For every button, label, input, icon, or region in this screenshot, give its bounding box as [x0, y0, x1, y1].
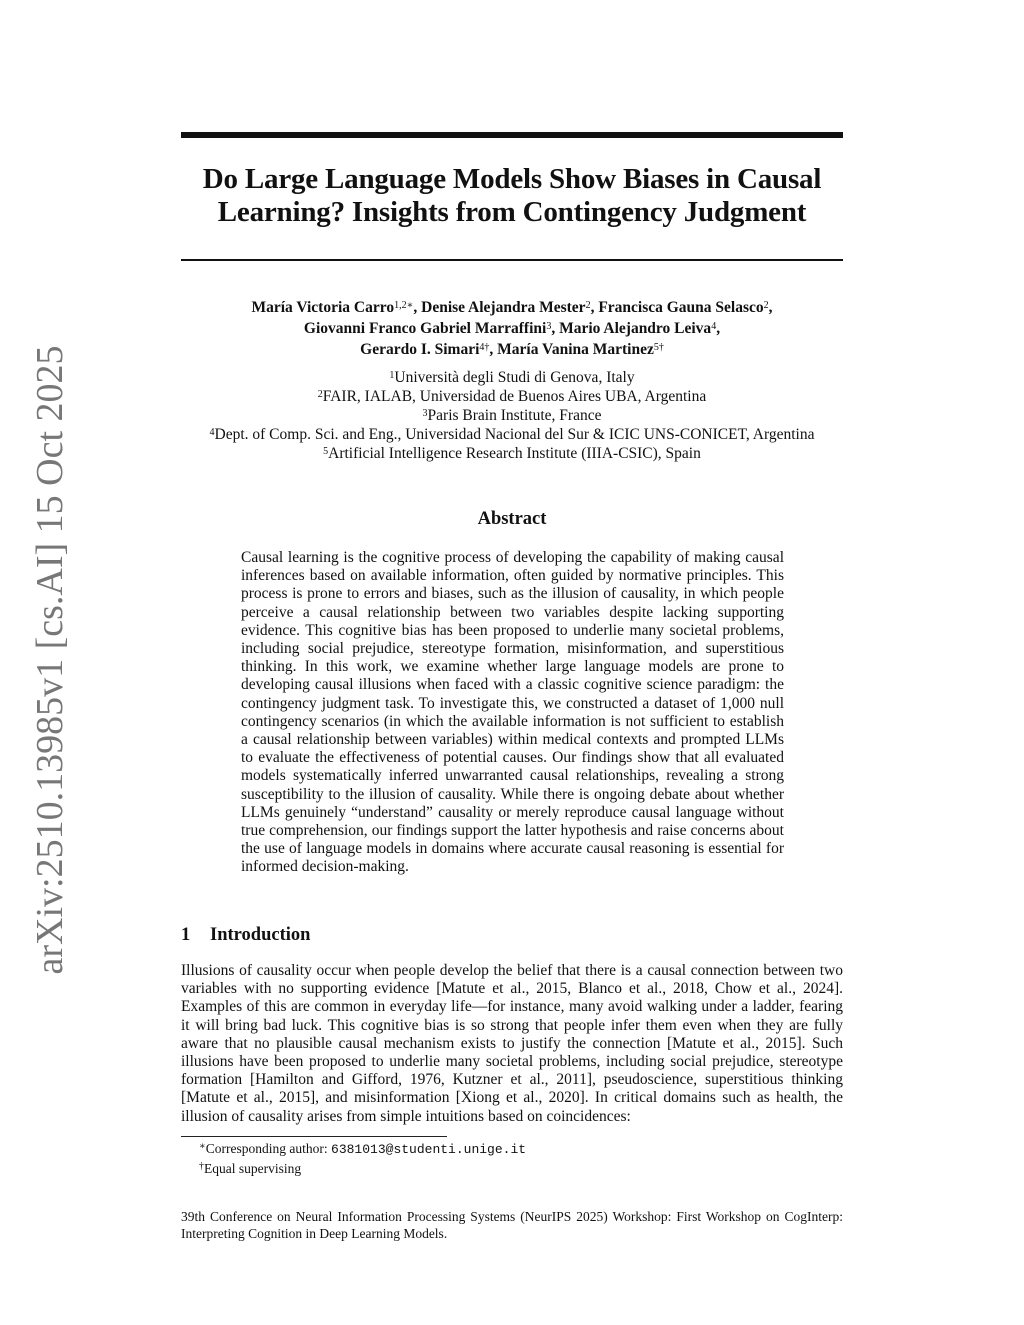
author-name: Denise Alejandra Mester: [421, 299, 586, 316]
footnote-rule: [181, 1136, 447, 1137]
abstract-heading: Abstract: [477, 509, 547, 529]
author-name: Mario Alejandro Leiva: [559, 320, 712, 337]
author-sup: 3: [546, 321, 552, 332]
author-sup: 4: [711, 321, 717, 332]
author-name: María Vanina Martinez: [497, 341, 654, 358]
section-number: 1: [181, 925, 191, 945]
author-sup: 2: [585, 300, 591, 311]
author-name: Giovanni Franco Gabriel Marraffini: [303, 320, 547, 337]
author-sup: 1,2∗: [394, 300, 414, 311]
author-line-2: Giovanni Franco Gabriel Marraffini$^3$, Mario Alejandro Leiva$^4$,: [303, 320, 721, 337]
author-name: María Victoria Carro: [251, 299, 395, 316]
section-title: Introduction: [210, 925, 311, 945]
author-list: [181, 297, 843, 360]
author-name: Gerardo I. Simari: [360, 341, 480, 358]
author-line-1: María Victoria Carro$^{1,2∗}$, Denise Alejandra Mester$^2$, Francisca Gauna Selasco$^2$,: [251, 299, 773, 316]
abstract-text: Causal learning is the cognitive process of developing the capability of making causal inferences based on available information, often guided by normative principles. This process is prone to errors and biases, such as the illusion of causality, in which people perceive a causal relationship between two variables despite lacking supporting evidence. This cognitive bias has been proposed to underlie many societal problems, including social prejudice, stereotype formation, misinformation, and superstitious thinking. In this work, we examine whether large language models are prone to developing causal illusions when faced with a classic cognitive science paradigm: the contingency judgment task. To investigate this, we constructed a dataset of 1,000 null contingency scenarios (in which the available information is not sufficient to establish a causal relationship between variables) within medical contexts and prompted LLMs to evaluate the effectiveness of potential causes. Our findings show that all evaluated models systematically inferred unwarranted causal relationships, revealing a strong susceptibility to the illusion of causality. While there is ongoing debate about whether LLMs genuinely “understand” causality or merely reproduce causal language without true comprehension, our findings support the latter hypothesis and raise concerns about the use of language models in domains where accurate causal reasoning is essential for informed decision-making.: [241, 549, 784, 876]
footnotes: [199, 1139, 526, 1178]
corresponding-email: 6381013@studenti.unige.it: [331, 1142, 527, 1157]
paper-title: [181, 163, 843, 229]
title-line-1: Do Large Language Models Show Biases in Causal: [202, 163, 822, 195]
title-top-rule: [181, 132, 843, 138]
affiliation-list: [160, 368, 864, 463]
affiliation-item: $^1$Università degli Studi di Genova, Italy: [389, 369, 635, 386]
footnote-2: †Equal supervising: [199, 1161, 302, 1176]
affiliation-item: $^2$FAIR, IALAB, Universidad de Buenos Aires UBA, Argentina: [317, 388, 707, 405]
author-sup: 4†: [479, 342, 490, 353]
author-name: Francisca Gauna Selasco: [598, 299, 764, 316]
title-bottom-rule: [181, 259, 843, 261]
venue-note: 39th Conference on Neural Information Processing Systems (NeurIPS 2025) Workshop: First Workshop on CogInterp: Interpreting Cognition in Deep Learning Models.: [181, 1209, 843, 1241]
affiliation-item: $^5$Artificial Intelligence Research Institute (IIIA-CSIC), Spain: [323, 445, 701, 462]
author-line-3: Gerardo I. Simari$^{4\dagger}$, María Vanina Martinez$^{5\dagger}$: [360, 341, 664, 358]
author-sup: 5†: [653, 342, 664, 353]
affiliation-item: $^4$Dept. of Comp. Sci. and Eng., Universidad Nacional del Sur & ICIC UNS-CONICET, Argentina: [209, 426, 815, 443]
footnote-1: ∗Corresponding author: 6381013@studenti.unige.it: [199, 1141, 527, 1157]
arxiv-stamp: arXiv:2510.13985v1 [cs.AI] 15 Oct 2025: [29, 345, 71, 975]
introduction-text: Illusions of causality occur when people develop the belief that there is a causal connection between two variables with no supporting evidence [Matute et al., 2015, Blanco et al., 2018, Chow et al., 2024]. Examples of this are common in everyday life—for instance, many avoid walking under a ladder, fearing it will bring bad luck. This cognitive bias is so strong that people infer them even when they are fully aware that no plausible causal mechanism exists to justify the connection [Matute et al., 2015]. Such illusions have been proposed to underlie many societal problems, including social prejudice, stereotype formation [Hamilton and Gifford, 1976, Kutzner et al., 2011], pseudoscience, superstitious thinking [Matute et al., 2015], and misinformation [Xiong et al., 2020]. In critical domains such as health, the illusion of causality arises from simple intuitions based on coincidences:: [181, 962, 843, 1125]
section-heading: [181, 925, 310, 946]
title-line-2: Learning? Insights from Contingency Judgment: [217, 196, 807, 228]
affiliation-item: $^3$Paris Brain Institute, France: [422, 407, 602, 424]
author-sup: 2: [763, 300, 769, 311]
